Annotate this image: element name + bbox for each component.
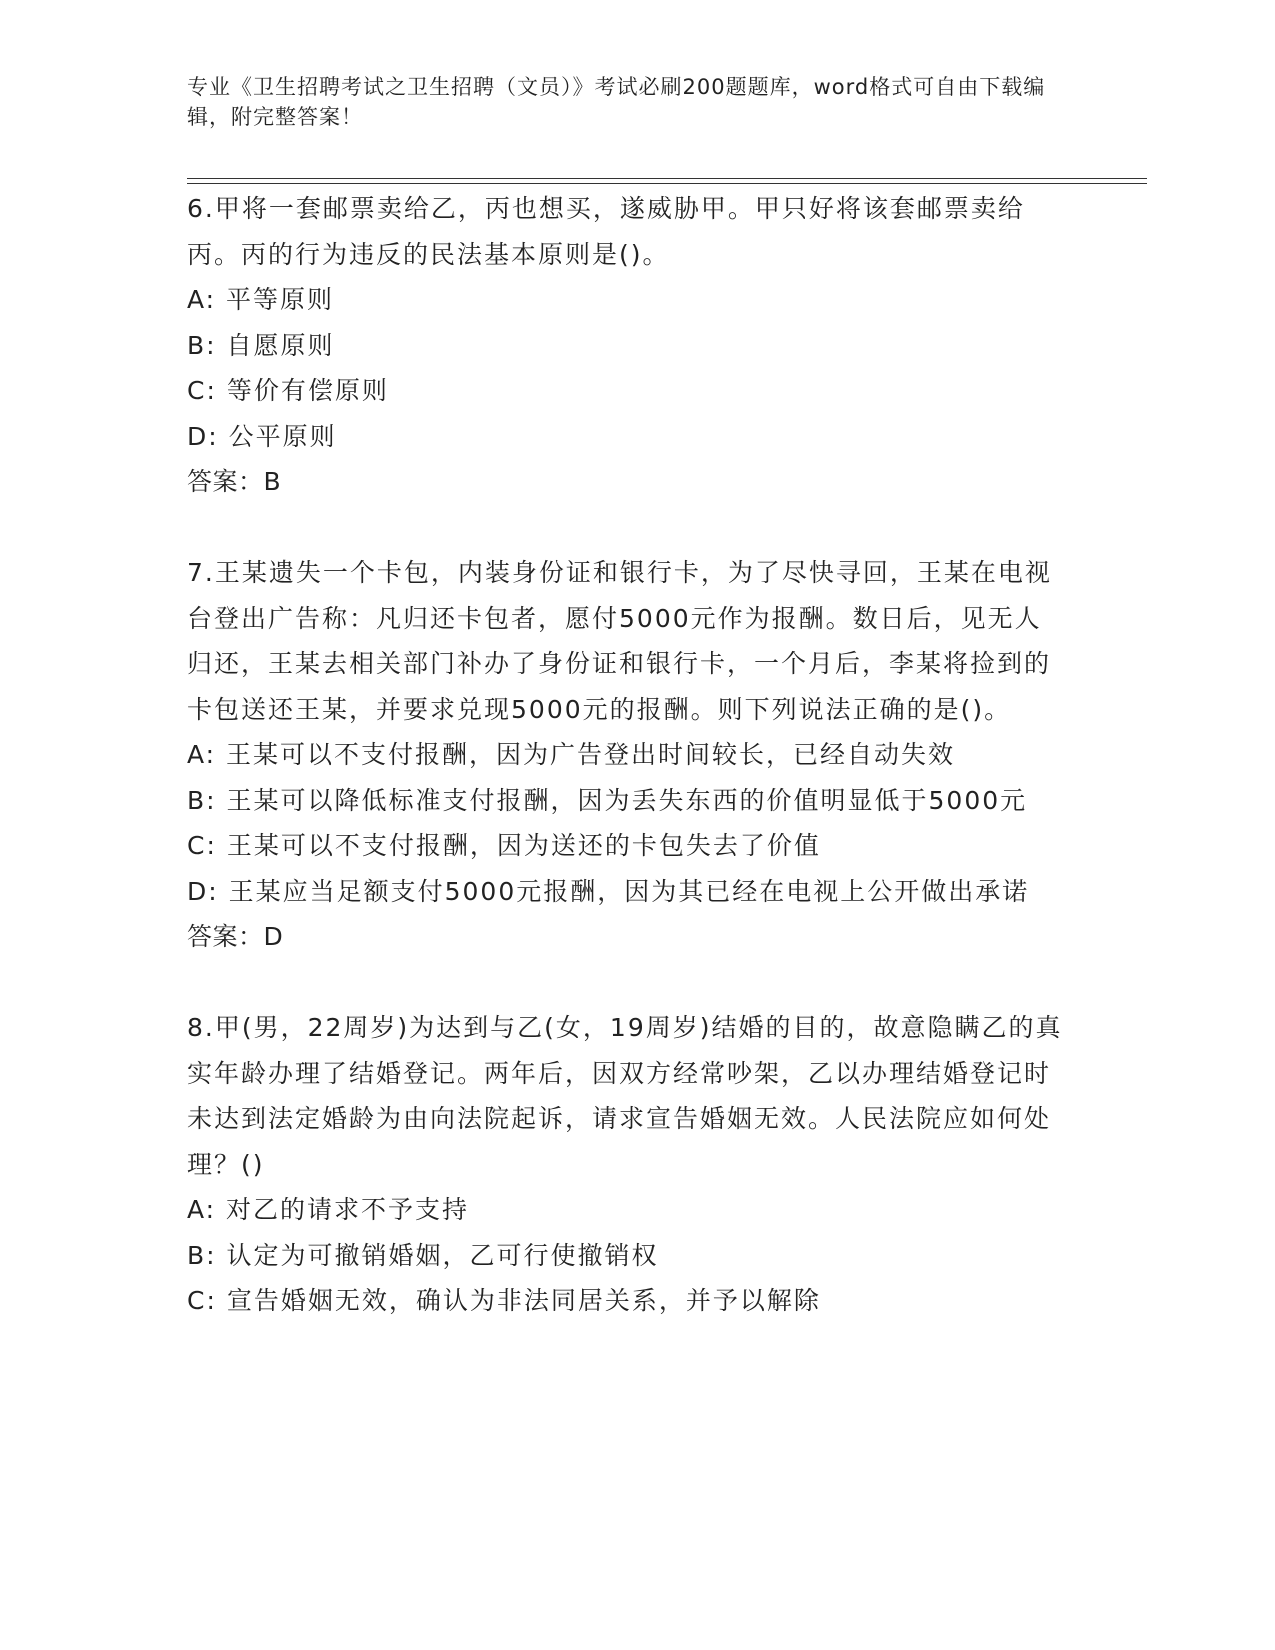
option-d: D: 王某应当足额支付5000元报酬，因为其已经在电视上公开做出承诺 xyxy=(187,876,1030,906)
option-a: A: 王某可以不支付报酬，因为广告登出时间较长，已经自动失效 xyxy=(187,740,956,769)
question-8 xyxy=(187,1005,1067,1324)
option-c: C: 等价有偿原则 xyxy=(187,376,389,405)
question-stem: 6.甲将一套邮票卖给乙，丙也想买，遂威胁甲。甲只好将该套邮票卖给丙。丙的行为违反的民法基本原则是()。 xyxy=(187,194,1025,269)
answer-line: 答案：B xyxy=(187,467,282,496)
question-spacer xyxy=(187,960,1067,1006)
question-6 xyxy=(187,186,1067,505)
question-stem: 7.王某遗失一个卡包，内装身份证和银行卡，为了尽快寻回，王某在电视台登出广告称：凡归还卡包者，愿付5000元作为报酬。数日后，见无人归还，王某去相关部门补办了身份证和银行卡，一个月后，李某将捡到的卡包送还王某，并要求兑现5000元的报酬。则下列说法正确的是()。 xyxy=(187,558,1052,724)
option-d: D: 公平原则 xyxy=(187,421,337,451)
question-list xyxy=(187,186,1067,1324)
option-b: B: 自愿原则 xyxy=(187,330,335,360)
answer-line: 答案：D xyxy=(187,922,284,951)
option-c: C: 王某可以不支付报酬，因为送还的卡包失去了价值 xyxy=(187,831,821,860)
question-7 xyxy=(187,550,1067,960)
question-stem: 8.甲(男，22周岁)为达到与乙(女，19周岁)结婚的目的，故意隐瞒乙的真实年龄办理了结婚登记。两年后，因双方经常吵架，乙以办理结婚登记时未达到法定婚龄为由向法院起诉，请求宣告婚姻无效。人民法院应如何处理？() xyxy=(187,1013,1063,1179)
header-divider-top xyxy=(187,178,1147,179)
question-spacer xyxy=(187,505,1067,551)
option-b: B: 认定为可撤销婚姻，乙可行使撤销权 xyxy=(187,1240,659,1270)
option-a: A: 对乙的请求不予支持 xyxy=(187,1195,470,1224)
option-a: A: 平等原则 xyxy=(187,285,335,314)
document-header: 专业《卫生招聘考试之卫生招聘（文员）》考试必刷200题题库，word格式可自由下载编辑，附完整答案！ xyxy=(187,75,1046,129)
header-divider-bottom xyxy=(187,183,1147,184)
option-b: B: 王某可以降低标准支付报酬，因为丢失东西的价值明显低于5000元 xyxy=(187,785,1028,815)
option-c: C: 宣告婚姻无效，确认为非法同居关系，并予以解除 xyxy=(187,1286,821,1315)
